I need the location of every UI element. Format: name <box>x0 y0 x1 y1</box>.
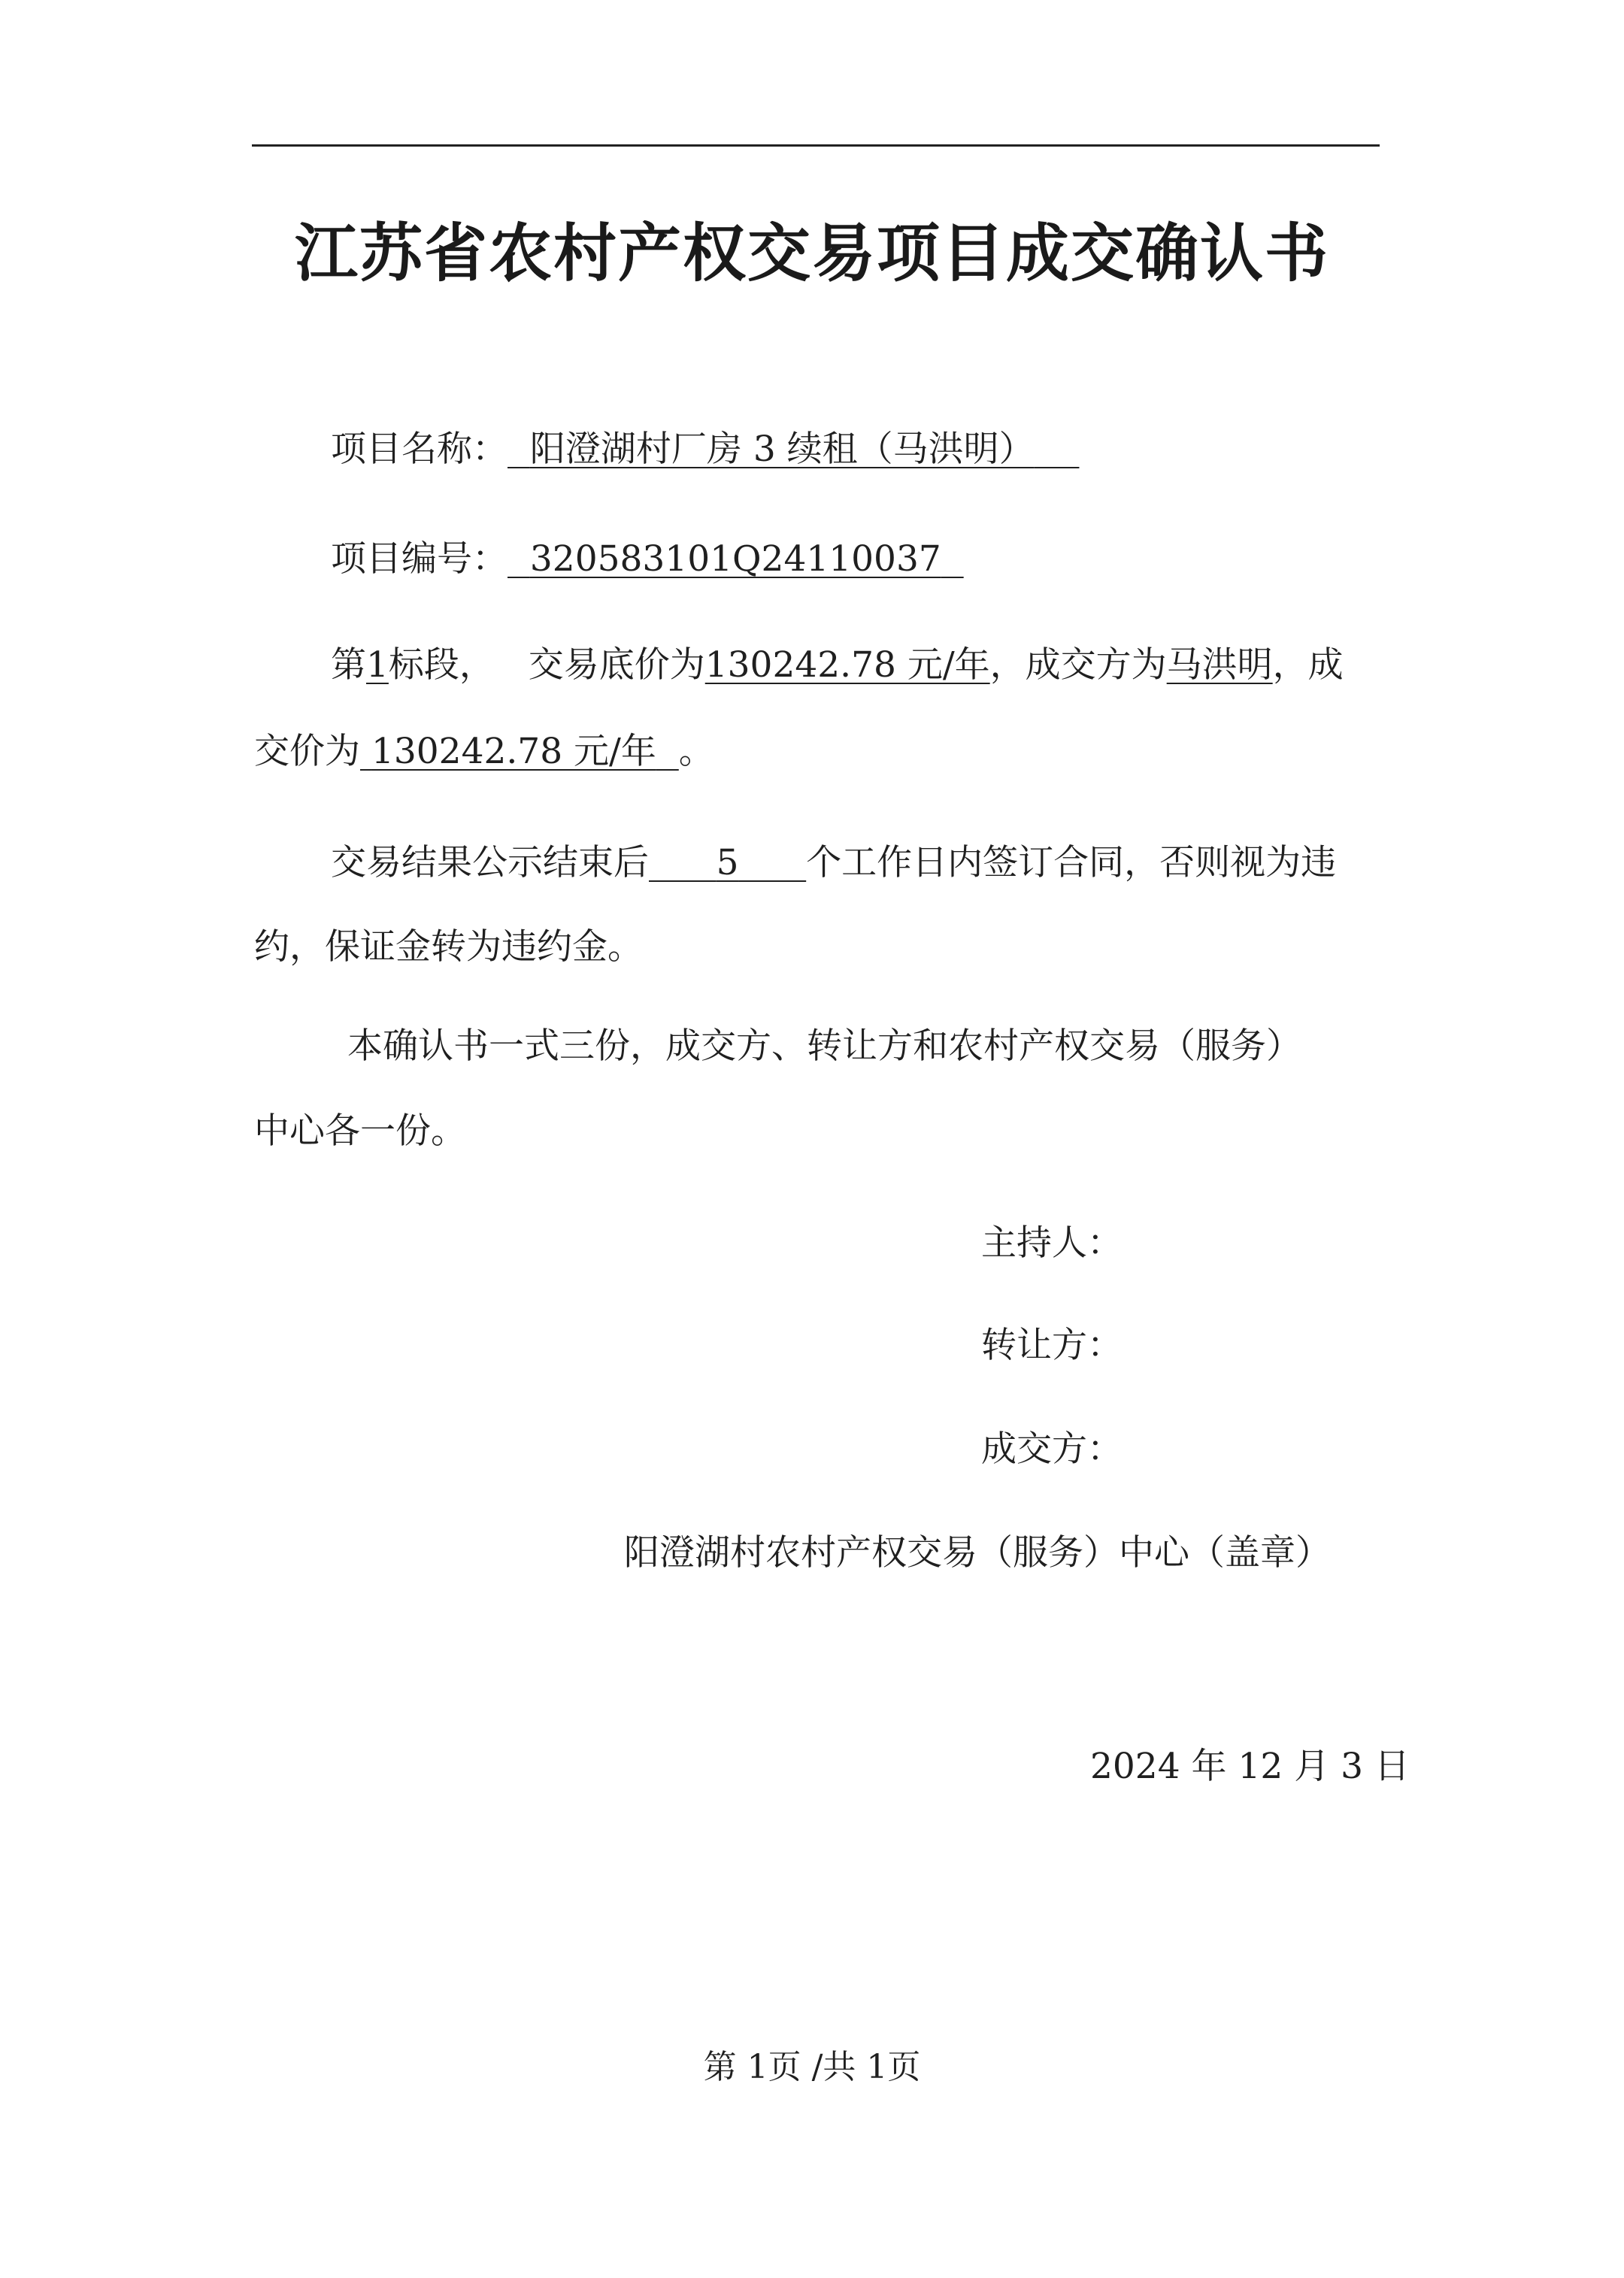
project-name-row <box>331 427 1079 472</box>
clause1-prefix: 交易结果公示结束后 <box>331 842 649 883</box>
clause1-line-2: 约，保证金转为违约金。 <box>254 926 643 968</box>
transferor-signature: 转让方： <box>981 1325 1123 1366</box>
header-rule <box>252 144 1380 147</box>
center-seal-line: 阳澄湖村农村产权交易（服务）中心（盖章） <box>624 1532 1331 1574</box>
section-number: 1 <box>366 644 389 686</box>
deal-price-label: 交价为 <box>254 731 360 772</box>
buyer-label: ，成交方为 <box>989 644 1167 686</box>
clause1-line-1 <box>331 841 1336 886</box>
document-title: 江苏省农村产权交易项目成交确认书 <box>294 217 1329 290</box>
clause1-suffix: 个工作日内签订合同，否则视为违 <box>806 842 1337 883</box>
section-suffix: 标段， <box>388 644 495 686</box>
project-code-row <box>331 537 964 582</box>
section-prefix: 第 <box>331 644 366 686</box>
section-period: 。 <box>678 731 714 772</box>
clause1-days: 5 <box>716 842 739 883</box>
host-signature: 主持人： <box>981 1222 1123 1264</box>
project-name-value: 阳澄湖村厂房 3 续租（马洪明） <box>529 429 1035 470</box>
project-code-value: 320583101Q24110037 <box>529 538 941 580</box>
project-name-label: 项目名称： <box>331 429 508 470</box>
section-line-2 <box>254 729 714 774</box>
base-price-label: 交易底价为 <box>528 644 705 686</box>
section-line-1 <box>331 643 1344 688</box>
clause2-line-1: 本确认书一式三份，成交方、转让方和农村产权交易（服务） <box>347 1025 1301 1067</box>
base-price-value: 130242.78 元/年 <box>704 644 990 686</box>
page-footer: 第 1页 /共 1页 <box>703 2048 921 2086</box>
clause2-line-2: 中心各一份。 <box>254 1110 466 1152</box>
buyer-value: 马洪明 <box>1166 644 1273 686</box>
section-comma: ，成 <box>1272 644 1344 686</box>
buyer-signature: 成交方： <box>981 1428 1123 1470</box>
document-date: 2024 年 12 月 3 日 <box>1090 1746 1410 1787</box>
project-code-label: 项目编号： <box>331 538 508 580</box>
deal-price-value: 130242.78 元/年 <box>371 731 656 772</box>
